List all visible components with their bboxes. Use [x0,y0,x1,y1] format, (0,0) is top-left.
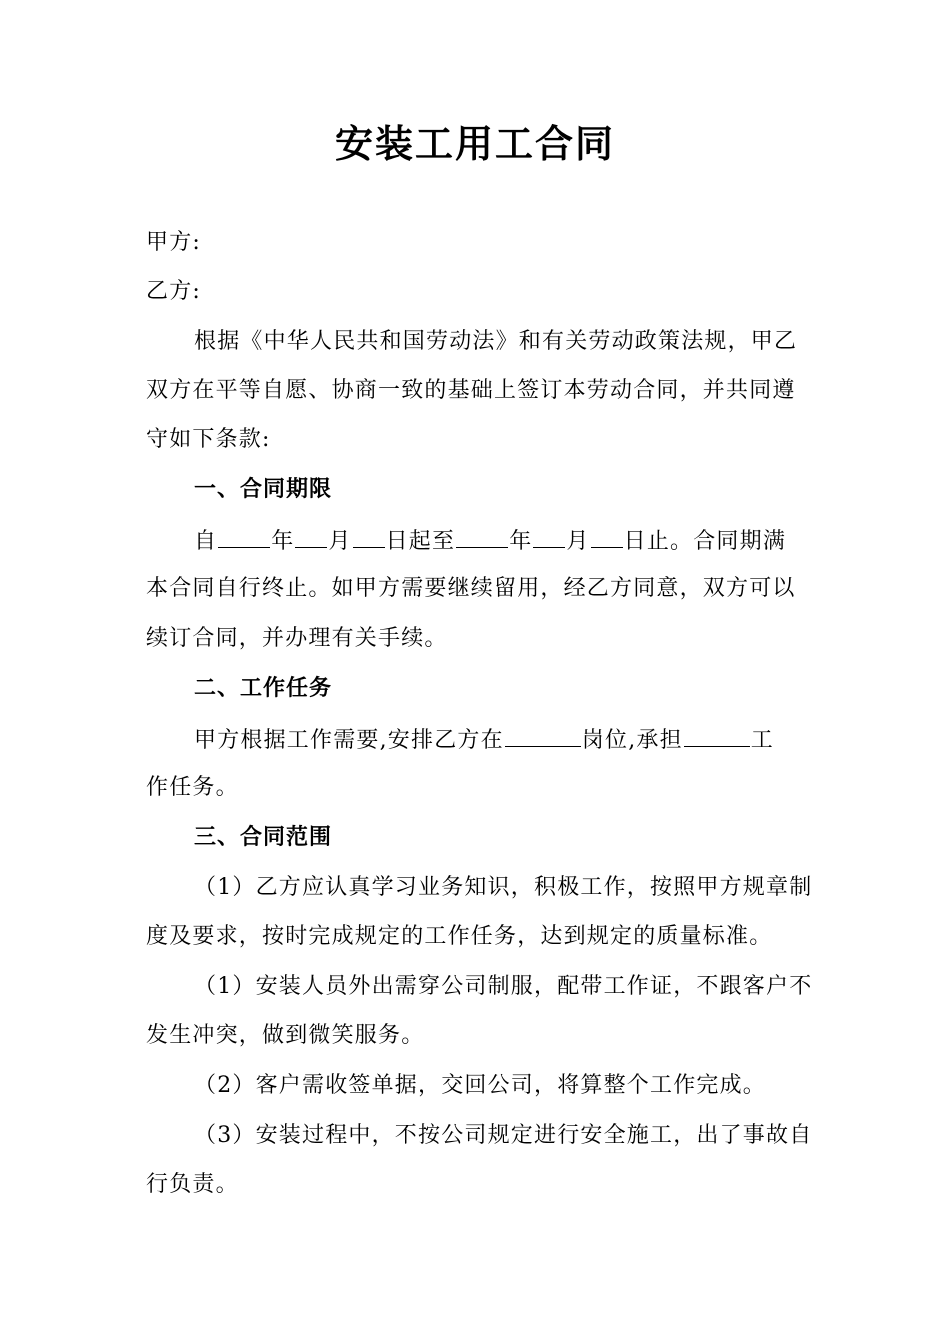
section-heading: 三、合同范围 [194,825,333,850]
blank-field [533,525,565,548]
task-text: 工 [750,728,774,753]
clause-line: （2）客户需收签单据，交回公司，将算整个工作完成。 [194,1073,766,1098]
preamble-line: 双方在平等自愿、协商一致的基础上签订本劳动合同，并共同遵 [146,378,796,403]
party-b-label: 乙方: [146,279,202,304]
clause-line: 度及要求，按时完成规定的工作任务，达到规定的质量标准。 [146,924,773,949]
task-text: 甲方根据工作需要,安排乙方在 [194,728,504,753]
clause-line: （3）安装过程中，不按公司规定进行安全施工，出了事故自 [194,1123,813,1148]
term-line [194,525,810,557]
body-line: 作任务。 [146,775,239,800]
term-month: 月 [328,529,352,554]
section-heading: 二、工作任务 [194,676,333,701]
clause-line: （1）乙方应认真学习业务知识，积极工作，按照甲方规章制 [194,875,813,900]
blank-field [591,525,623,548]
blank-field [684,724,750,747]
term-day: 日止。合同期满 [623,529,787,554]
blank-field [505,724,581,747]
term-from: 自 [194,529,218,554]
body-line: 续订合同，并办理有关手续。 [146,626,448,651]
term-year: 年 [509,529,533,554]
section-heading: 一、合同期限 [194,477,333,502]
preamble-line: 根据《中华人民共和国劳动法》和有关劳动政策法规，甲乙 [194,329,798,354]
term-year: 年 [271,529,295,554]
term-day: 日起至 [385,529,456,554]
clause-line: 发生冲突，做到微笑服务。 [146,1023,425,1048]
blank-field [218,525,270,548]
clause-line: （1）安装人员外出需穿公司制服，配带工作证，不跟客户不 [194,974,813,999]
task-text: 岗位,承担 [581,728,683,753]
party-a-label: 甲方: [146,230,202,255]
task-line [194,724,810,756]
blank-field [353,525,385,548]
blank-field [295,525,327,548]
document-title: 安装工用工合同 [334,122,615,166]
clause-line: 行负责。 [146,1172,239,1197]
preamble-line: 守如下条款: [146,427,271,452]
body-line: 本合同自行终止。如甲方需要继续留用，经乙方同意，双方可以 [146,576,796,601]
term-month: 月 [566,529,590,554]
blank-field [456,525,508,548]
